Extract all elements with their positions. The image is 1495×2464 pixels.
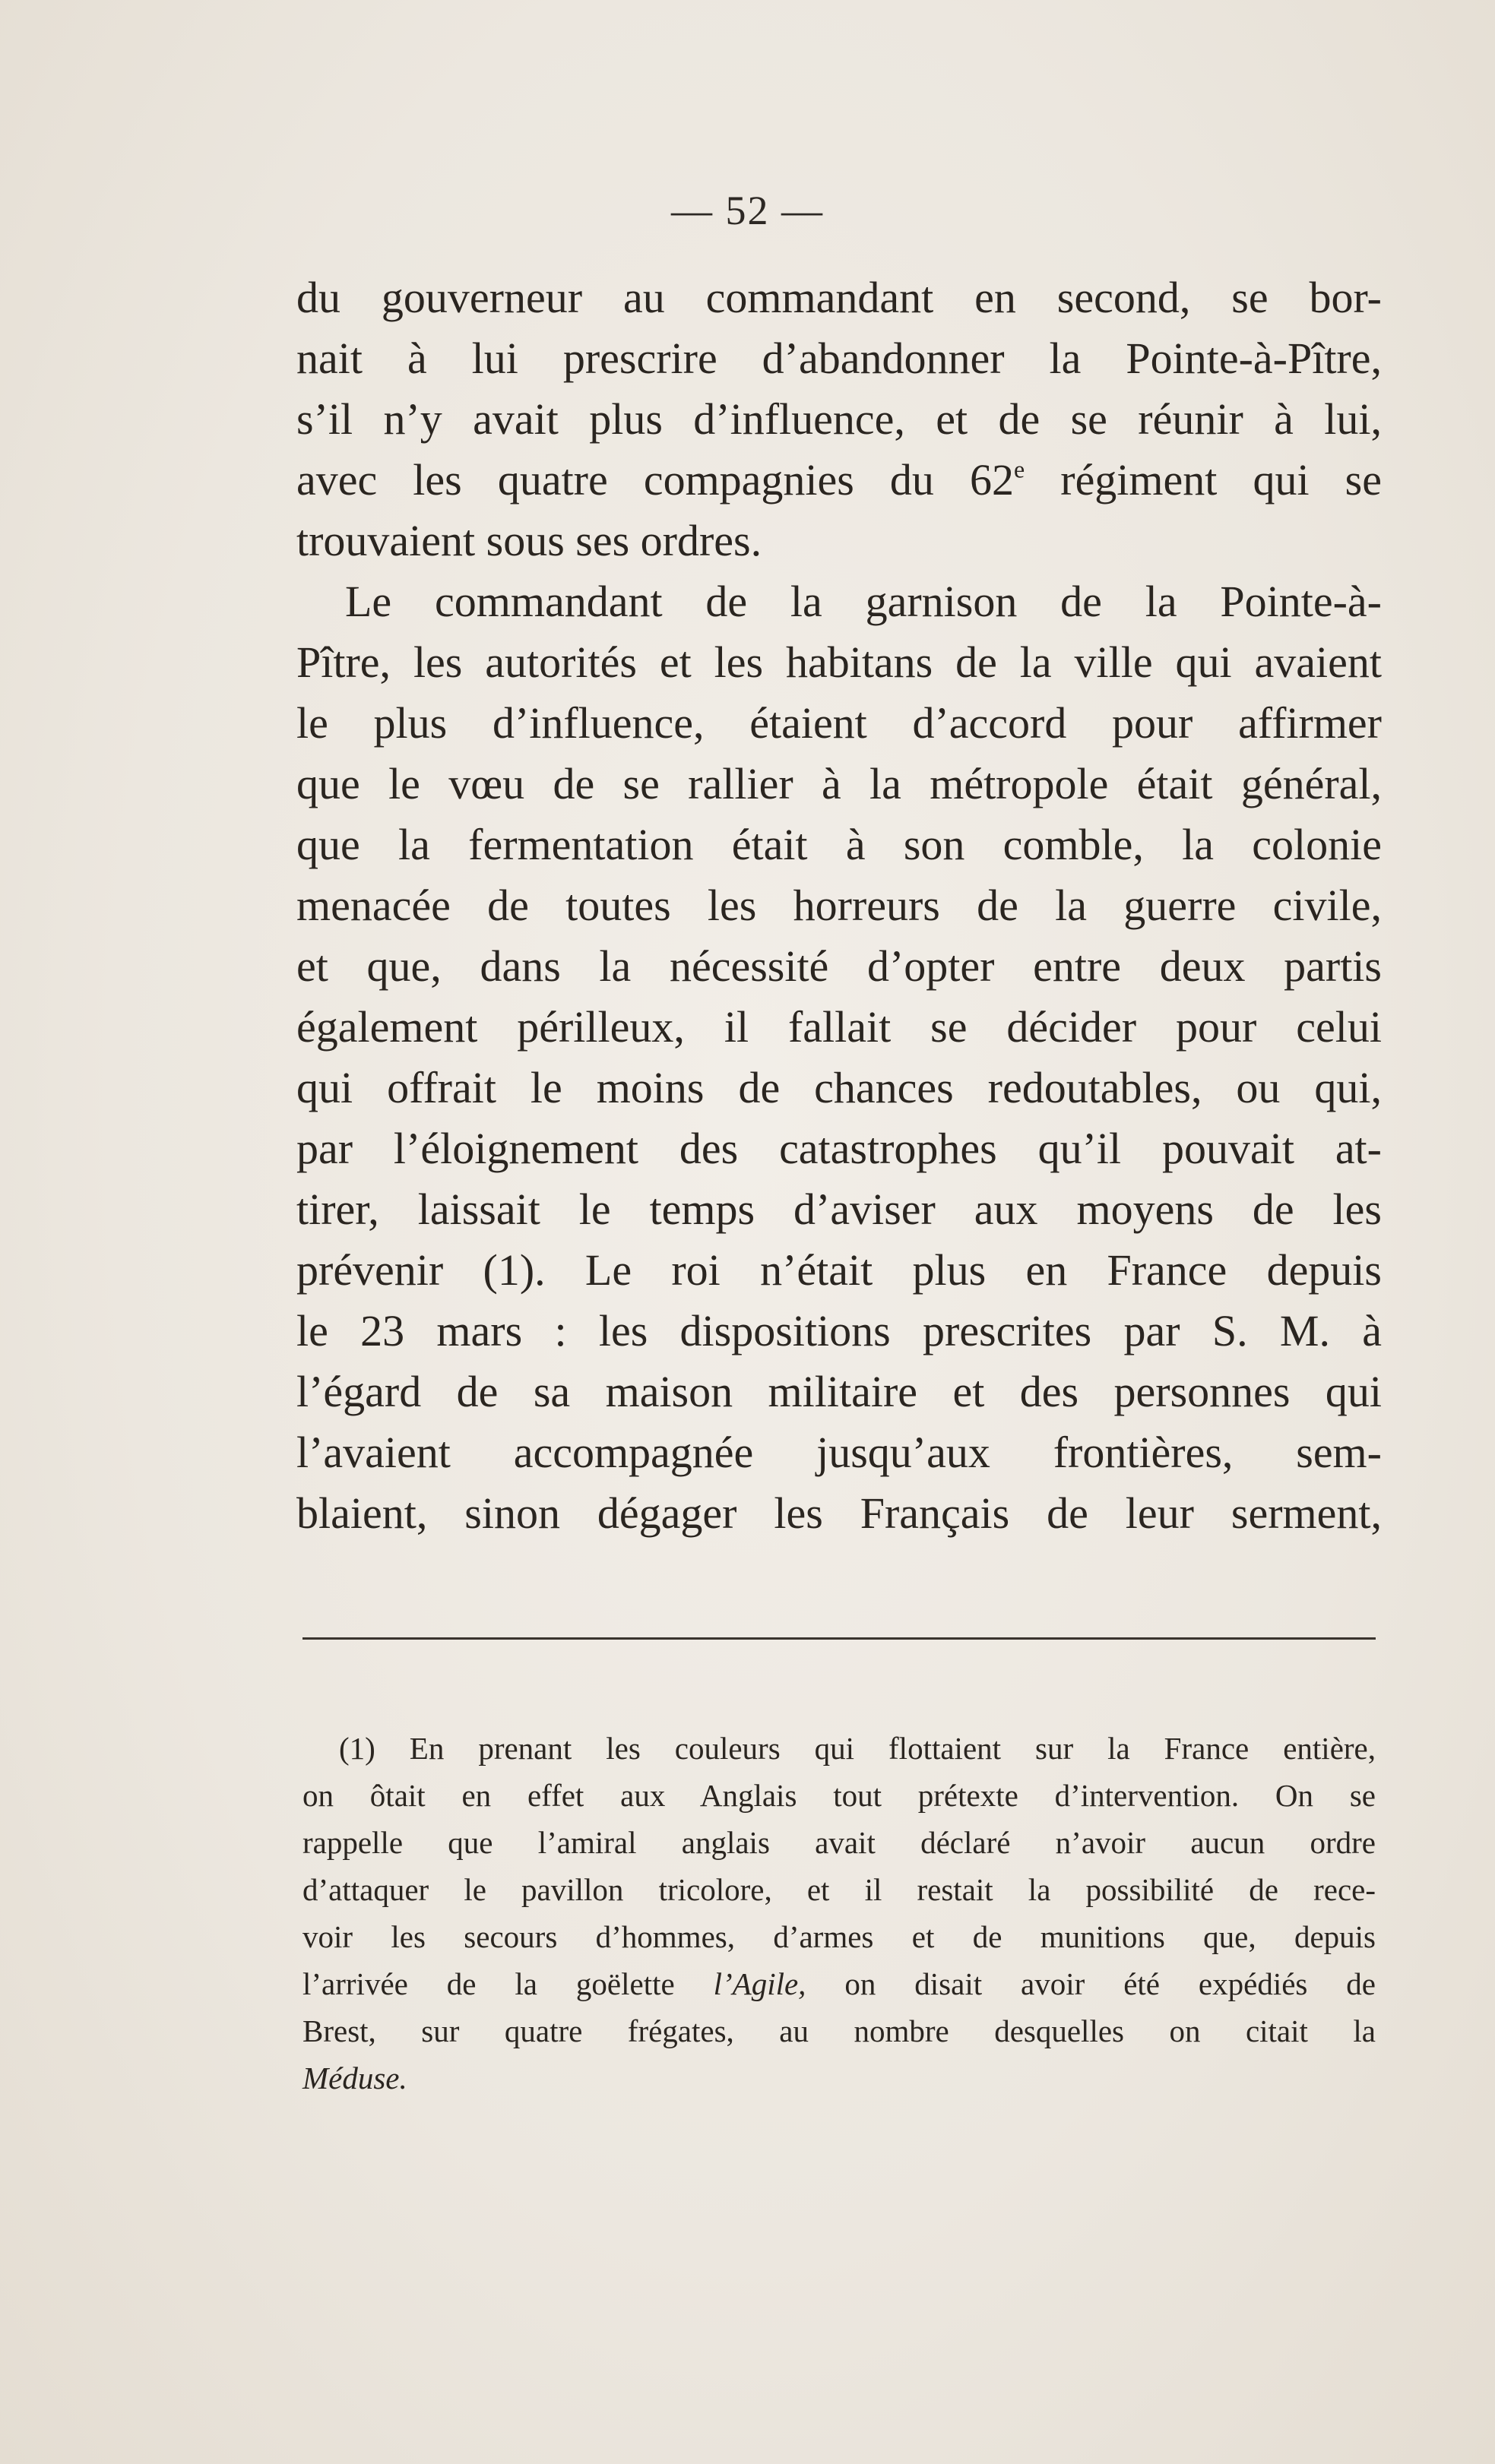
text-line: également périlleux, il fallait se décider pour celui: [296, 1002, 1382, 1052]
text-line: l’égard de sa maison militaire et des personnes qui: [296, 1367, 1382, 1416]
text-line: s’il n’y avait plus d’influence, et de se réunir à lui,: [296, 394, 1382, 444]
footnote-line: voir les secours d’hommes, d’armes et de munitions que, depuis: [302, 1919, 1376, 1954]
footnote: [302, 1725, 1376, 2102]
ship-name-agile: l’Agile,: [713, 1966, 806, 2001]
text-line: tirer, laissait le temps d’aviser aux moyens de les: [296, 1185, 1382, 1234]
footnote-line-part: on disait avoir été expédiés de: [806, 1966, 1376, 2001]
footnote-line: [302, 1960, 1376, 2007]
text-line: l’avaient accompagnée jusqu’aux frontières, sem-: [296, 1428, 1382, 1477]
text-line: que la fermentation était à son comble, la colonie: [296, 820, 1382, 869]
footnote-line: d’attaquer le pavillon tricolore, et il restait la possibilité de rece-: [302, 1872, 1376, 1907]
ordinal-superscript: e: [1014, 456, 1025, 483]
main-text: [296, 267, 1382, 1544]
footnote-separator: [302, 1637, 1376, 1640]
page-number-header: — 52 —: [671, 188, 824, 233]
text-line: le plus d’influence, étaient d’accord pour affirmer: [296, 698, 1382, 748]
text-line: du gouverneur au commandant en second, se bor-: [296, 273, 1382, 322]
text-line: prévenir (1). Le roi n’était plus en France depuis: [296, 1245, 1382, 1295]
text-line-part: régiment qui se: [1025, 455, 1382, 505]
text-line: le 23 mars : les dispositions prescrites par S. M. à: [296, 1306, 1382, 1355]
text-line: menacée de toutes les horreurs de la guerre civile,: [296, 881, 1382, 930]
text-line: Le commandant de la garnison de la Pointe-à-: [345, 577, 1382, 626]
ship-name-meduse: Méduse.: [302, 2061, 407, 2096]
text-line: [296, 450, 1382, 511]
text-line: nait à lui prescrire d’abandonner la Pointe-à-Pître,: [296, 334, 1382, 383]
text-line: qui offrait le moins de chances redoutables, ou qui,: [296, 1063, 1382, 1112]
text-line: que le vœu de se rallier à la métropole était général,: [296, 759, 1382, 808]
text-line-part: avec les quatre compagnies du 62: [296, 455, 1015, 505]
text-line: trouvaient sous ses ordres.: [296, 516, 762, 565]
text-line: Pître, les autorités et les habitans de la ville qui avaient: [296, 637, 1382, 687]
text-line: par l’éloignement des catastrophes qu’il pouvait at-: [296, 1124, 1382, 1173]
text-line: et que, dans la nécessité d’opter entre deux partis: [296, 941, 1382, 991]
text-line: blaient, sinon dégager les Français de leur serment,: [296, 1488, 1382, 1538]
footnote-line: on ôtait en effet aux Anglais tout prétexte d’intervention. On se: [302, 1778, 1376, 1813]
footnote-line: rappelle que l’amiral anglais avait déclaré n’avoir aucun ordre: [302, 1825, 1376, 1860]
footnote-line: (1) En prenant les couleurs qui flottaient sur la France entière,: [339, 1731, 1376, 1766]
footnote-line-part: l’arrivée de la goëlette: [302, 1966, 714, 2001]
footnote-line: Brest, sur quatre frégates, au nombre desquelles on citait la: [302, 2013, 1376, 2048]
